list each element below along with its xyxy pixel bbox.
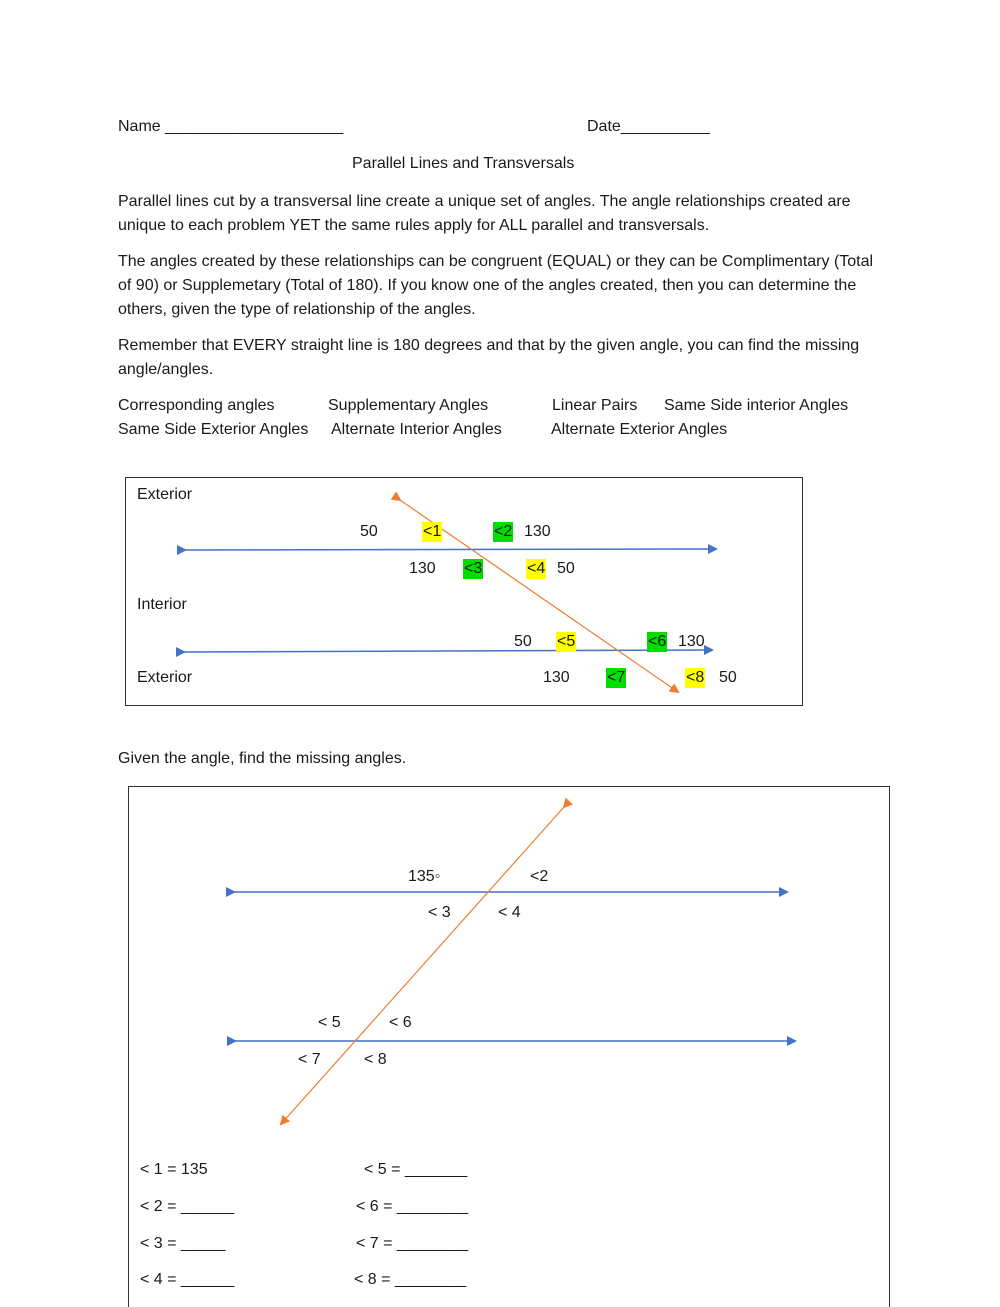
angle8-value: 50 [719, 669, 737, 686]
term-same-side-interior: Same Side interior Angles [664, 397, 849, 414]
angle7-value: 130 [543, 669, 570, 686]
angle2-value: 130 [524, 523, 551, 540]
parallel-line-top [185, 549, 716, 550]
reminder-paragraph: Remember that EVERY straight line is 180 degrees and that by the given angle, you can find the missing angle/angles. [118, 337, 860, 378]
exercise-instruction: Given the angle, find the missing angles. [118, 750, 407, 767]
angle5-label: <5 [557, 633, 576, 650]
angle8-label: <8 [686, 669, 705, 686]
answer-angle5[interactable]: < 5 = _______ [364, 1161, 468, 1178]
angle6-label: <6 [648, 633, 667, 650]
term-supplementary: Supplementary Angles [328, 397, 489, 414]
given-angle-label: 135◦ [408, 868, 441, 885]
region-exterior-bottom: Exterior [137, 669, 193, 686]
angle4-label: <4 [527, 560, 546, 577]
angle3-label: <3 [464, 560, 483, 577]
answer-angle7[interactable]: < 7 = ________ [356, 1235, 469, 1252]
angle4-value: 50 [557, 560, 575, 577]
ex-angle7-label: < 7 [298, 1051, 321, 1068]
ex-angle8-label: < 8 [364, 1051, 387, 1068]
ex-angle5-label: < 5 [318, 1014, 341, 1031]
angle6-value: 130 [678, 633, 705, 650]
term-alternate-interior: Alternate Interior Angles [331, 421, 502, 438]
relationships-paragraph: The angles created by these relationships can be congruent (EQUAL) or they can be Complimentary (Total of 90) or Supplemetary (Total of 180). If you know one of the angles created, then you can determine the others, given the type of relationship of the angles. [118, 253, 874, 318]
ex-angle4-label: < 4 [498, 904, 521, 921]
intro-paragraph: Parallel lines cut by a transversal line create a unique set of angles. The angle relationships created are unique to each problem YET the same rules apply for ALL parallel and transversals. [118, 193, 851, 234]
answer-angle3[interactable]: < 3 = _____ [140, 1235, 226, 1252]
term-alternate-exterior: Alternate Exterior Angles [551, 421, 728, 438]
term-same-side-exterior: Same Side Exterior Angles [118, 421, 309, 438]
term-corresponding: Corresponding angles [118, 397, 275, 414]
ex-angle6-label: < 6 [389, 1014, 412, 1031]
date-field[interactable]: Date__________ [587, 118, 710, 135]
angle2-label: <2 [494, 523, 513, 540]
angle3-value: 130 [409, 560, 436, 577]
answer-angle4[interactable]: < 4 = ______ [140, 1271, 235, 1288]
region-interior: Interior [137, 596, 187, 613]
term-linear-pairs: Linear Pairs [552, 397, 638, 414]
answer-angle2[interactable]: < 2 = ______ [140, 1198, 235, 1215]
angle1-label: <1 [423, 523, 442, 540]
angle5-value: 50 [514, 633, 532, 650]
ex-angle3-label: < 3 [428, 904, 451, 921]
page-title: Parallel Lines and Transversals [352, 155, 575, 172]
name-field[interactable]: Name ____________________ [118, 118, 344, 135]
answer-angle6[interactable]: < 6 = ________ [356, 1198, 469, 1215]
exercise-box [128, 786, 890, 1307]
answer-angle1: < 1 = 135 [140, 1161, 208, 1178]
angle1-value: 50 [360, 523, 378, 540]
ex-angle2-label: <2 [530, 868, 549, 885]
region-exterior-top: Exterior [137, 486, 193, 503]
angle7-label: <7 [607, 669, 626, 686]
parallel-line-bottom [184, 650, 712, 652]
answer-angle8[interactable]: < 8 = ________ [354, 1271, 467, 1288]
